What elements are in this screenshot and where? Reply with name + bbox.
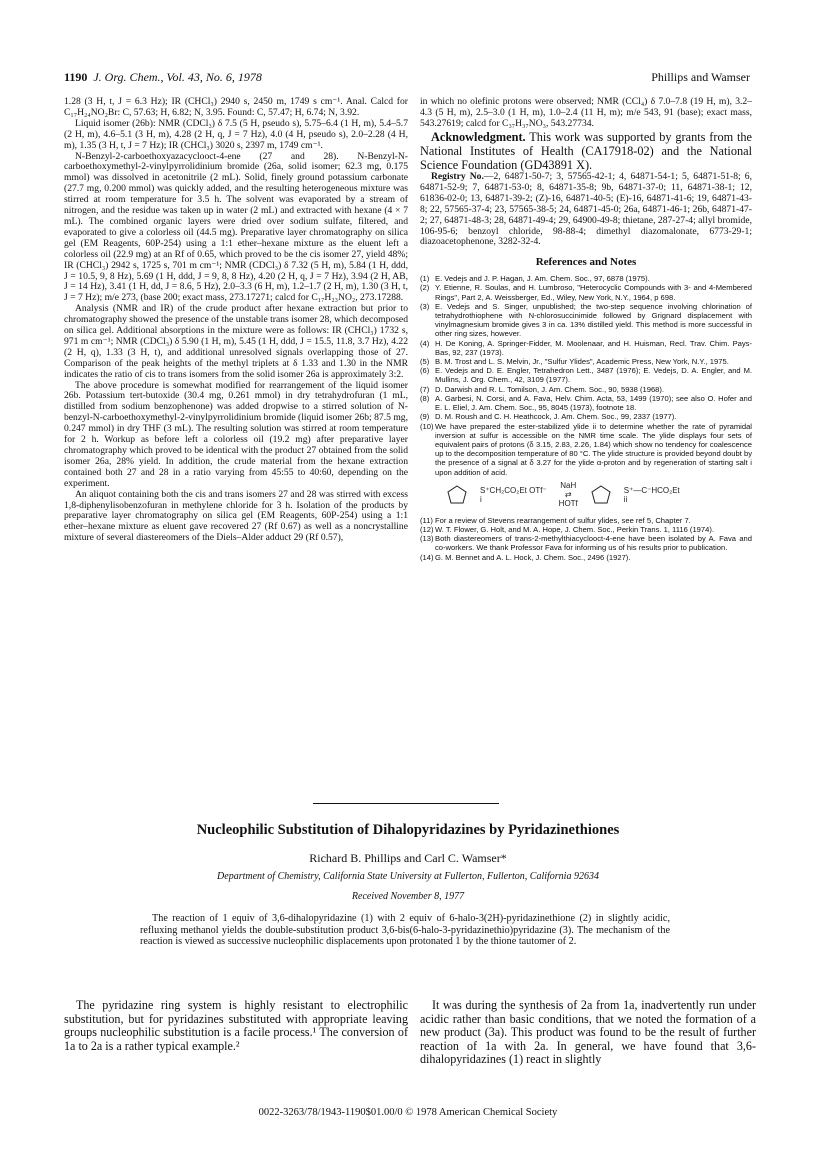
paragraph-aliquot: An aliquot containing both the cis and trans isomers 27 and 28 was stirred with excess 1,8-diphenylisobenzofuran in methylene chloride for 3 h. Isolation of the products by preparative layer chromatography on silica gel (EM Reagents, 60P-254) using a 1:1 ether–hexane mixture as eluent gave recovered 27 (Rf 0.67) as well as a noncrystalline mixture of several diastereomers of the Diels–Alder adduct 29 (Rf 0.57), [64,488,408,544]
intro-paragraph-left: The pyridazine ring system is highly resistant to electrophilic substitution, but for pyridazines substituted with appropriate leaving groups nucleophilic substitution is a facile process.¹ The conversion of 1a to 2a is a rather typical example.² [64,998,408,1053]
thiolane-ring-icon [446,484,468,506]
reference-item: (13) Both diastereomers of trans-2-methylthiacyclooct-4-ene have been isolated by A. Fava and co-workers. We thank Professor Fava for informing us of his results prior to publication. [420,534,752,553]
received-date: Received November 8, 1977 [351,891,465,902]
scheme-salt-i: S⁺CH₂CO₂Et OTf⁻ i [480,485,547,504]
reference-item: (3) E. Vedejs and S. Singer, unpublished; the two-step sequence involving chlorination of tetrahydrothiophene with N-chlorosuccinimide followed by Grignard displacement with vinylmagnesium bromide gives 3 in ca. 13% distilled yield. This method is more successful in other ring sizes, however. [420,301,752,339]
paragraph-liquid-isomer: Liquid isomer (26b): NMR (CDCl₃) δ 7.5 (5 H, pseudo s), 5.75–6.4 (1 H, m), 5.4–5.7 (2 H, m), 4.6–5.1 (3 H, m), 4.28 (2 H, q, J = 7 Hz), 4.0 (4 H, pseudo s), 2.0–2.28 (4 H, m), 1.35 (3 H, t, J = 7 Hz); IR (CHCl₃) 3020 s, 2397 m, 1749 cm⁻¹. [64,117,408,151]
reference-item: (1) E. Vedejs and J. P. Hagan, J. Am. Chem. Soc., 97, 6878 (1975). [420,274,650,284]
copyright-footer: 0022-3263/78/1943-1190$01.00/0 © 1978 American Chemical Society [258,1107,558,1118]
acknowledgment-text: This work was supported by grants from the National Institutes of Health (CA17918-02) and the National Science Foundation (GD43891 X). [420,129,752,172]
acknowledgment [420,130,752,172]
intro-paragraph-right: It was during the synthesis of 2a from 1a, inadvertently run under acidic rather than basic conditions, that we noted the formation of a new product (3a). This product was found to be the result of further reaction of 1a with 2a. In general, we have found that 3,6-dihalopyridazines (1) react in slightly [420,998,756,1067]
scheme-label-ii: ii [623,494,628,504]
references-list [420,274,752,561]
scheme-reagent-bottom: HOTf [558,499,578,509]
reference-item: (14) G. M. Bennet and A. L. Hock, J. Chem. Soc., 2496 (1927). [420,552,631,562]
thiolane-ring-icon [590,484,612,506]
references-title: References and Notes [535,256,637,269]
reference-item: (2) Y. Etienne, R. Soulas, and H. Lumbroso, "Heterocyclic Compounds with 3- and 4-Membered Rings", Part 2, A. Weissberger, Ed., Wiley, New York, N.Y., 1964, p 698. [420,283,752,302]
paragraph-procedure-27-28: N-Benzyl-2-carboethoxyazacyclooct-4-ene (27 and 28). N-Benzyl-N-carboethoxymethyl-2-vinylpyrrolidinium bromide (26a, solid isomer; 62.3 mg, 0.175 mmol) was dissolved in acetonitrile (2 mL). Solid, finely ground potassium carbonate (27.7 mg, 0.200 mmol) was quickly added, and the resulting heterogeneous mixture was stirred at room temperature for 3.5 h. The solvent was evaporated by a stream of nitrogen, and the residue was taken up in water (2 mL) and extracted with hexane (4 × 7 mL). The combined organic layers were dried over sodium sulfate, filtered, and evaporated to give a colorless oil (44.5 mg). Preparative layer chromatography on silica gel (EM Reagents, 60P-254) using a 1:1 ether–hexane mixture as the eluent left a colorless oil (22.9 mg) at an Rf of 0.65, which proved to be the cis isomer 27, yield 48%; IR (CHCl₃) 2942 s, 1725 s, 701 m cm⁻¹; NMR (CDCl₃) δ 7.32 (5 H, m), 5.84 (1 H, ddd, J = 10.5, 9, 8 Hz), 5.69 (1 H, ddd, J = 9, 8, 8 Hz), 4.20 (2 H, q, J = 7 Hz), 3.94 (2 H, AB, J = 14 Hz), 3.41 (1 H, dd, J = 8.6, 5 Hz), 2.0–3.3 (6 H, m), 1.2–1.7 (2 H, m), 1.30 (3 H, t, J = 7 Hz); m/e 273, (base 200; exact mass, 273.17271; calcd for C₁₇H₂₃NO₂, 273.17288. [64,150,408,304]
registry-numbers [420,172,752,248]
reference-item: (5) B. M. Trost and L. S. Melvin, Jr., "Sulfur Ylides", Academic Press, New York, N.Y., 1975. [420,357,729,367]
acknowledgment-label: Acknowledgment. [431,129,526,144]
scheme-label-i: i [480,494,482,504]
article-affiliation: Department of Chemistry, California State University at Fullerton, Fullerton, California 92634 [217,871,599,882]
right-column [420,97,752,562]
ylide-scheme [446,480,752,510]
page-number: 1190 [64,70,88,84]
reference-item: (7) D. Darwish and R. L. Tomilson, J. Am. Chem. Soc., 90, 5938 (1968). [420,384,665,394]
article-authors: Richard B. Phillips and Carl C. Wamser* [309,851,507,865]
paragraph-crude-analysis: Analysis (NMR and IR) of the crude product after hexane extraction but prior to chromatography showed the presence of the unstable trans isomer 28, which decomposed on silica gel. Additional absorptions in the mixture were as follows: IR (CHCl₃) 1732 s, 971 m cm⁻¹; NMR (CDCl₃) δ 5.90 (1 H, m), 5.45 (1 H, ddd, J = 15.5, 11.8, 3.7 Hz), 4.22 (2 H, q), 1.33 (3 H, t), and additional unresolved signals overlapping those of 27. Comparison of the peak heights of the methyl triplets at δ 1.33 and 1.30 in the NMR indicates the ratio of cis to trans isomers from the solid isomer 26a is approximately 3:2. [64,303,408,380]
reference-item: (12) W. T. Flower, G. Holt, and M. A. Hope, J. Chem. Soc., Perkin Trans. 1, 1116 (1974). [420,524,714,534]
reference-item: (11) For a review of Stevens rearrangement of sulfur ylides, see ref 5, Chapter 7. [420,515,691,525]
registry-text: —2, 64871-50-7; 3, 57565-42-1; 4, 64871-54-1; 5, 64871-51-8; 6, 64871-52-9; 7, 64871-53-0; 8, 64871-35-8; 9b, 64871-37-0; 11, 64871-38-1; 12, 61836-02-0; 13, 64871-39-2; (Z)-16, 64871-40-5; (E)-16, 64871-41-6; 19, 64871-43-8; 22, 57565-37-4; 23, 57565-38-5; 24, 64871-45-0; 26a, 64871-46-1; 26b, 64871-47-2; 27, 64871-48-3; 28, 64871-49-4; 29, 64900-49-8; thietane, 287-27-4; allyl bromide, 106-95-6; benzoyl chloride, 98-88-4; dimethyl diazomalonate, 6773-29-1; diazoacetophenone, 3282-32-4. [420,171,753,248]
running-header-left [64,70,262,85]
registry-label: Registry No. [431,171,484,182]
scheme-ylide-ii: S⁺—C⁻HCO₂Et ii [623,485,680,504]
left-column [64,97,408,544]
section-divider [313,803,499,804]
paragraph-continuation: in which no olefinic protons were observed; NMR (CCl₄) δ 7.0–7.8 (19 H, m), 3.2–4.3 (5 H, m), 2.5–3.0 (1 H, m), 1.0–2.4 (11 H, m); m/e 543, 91 (base); exact mass, 543.27619; calcd for C₃₇H₃₇NO₃, 543.27734. [420,96,752,129]
equilibrium-arrows-icon: ⇄ [564,490,572,500]
article-abstract: The reaction of 1 equiv of 3,6-dihalopyridazine (1) with 2 equiv of 6-halo-3(2H)-pyridazinethione (2) in slightly acidic, refluxing methanol yields the double-substitution product 3,6-bis(6-halo-3-pyridazinethio)pyridazine (3). The mechanism of the reaction is viewed as successive nucleophilic displacements upon protonated 1 by the thione tautomer of 2. [140,913,670,948]
scheme-equilibrium [559,481,578,509]
running-head-authors: Phillips and Wamser [651,70,750,84]
reference-item: (8) A. Garbesi, N. Corsi, and A. Fava, Helv. Chim. Acta, 53, 1499 (1970); see also O. Hofer and E. L. Eliel, J. Am. Chem. Soc., 95, 8045 (1973), footnote 18. [420,393,752,413]
scheme-reagent-top: NaH [560,480,577,490]
article-title: Nucleophilic Substitution of Dihalopyridazines by Pyridazinethiones [196,822,620,838]
paragraph-liquid-isomer-procedure: The above procedure is somewhat modified for rearrangement of the liquid isomer 26b. Potassium tert-butoxide (30.4 mg, 0.261 mmol) in dry tetrahydrofuran (1 mL, distilled from sodium benzophenone) was added dropwise to a stirred solution of N-benzyl-N-carboethoxymethyl-2-vinylpyrrolidinium bromide (liquid isomer 26b; 87.5 mg, 0.247 mmol) in dry THF (3 mL). The resulting solution was stirred at room temperature for 2 h. Workup as before left a colorless oil (19.2 mg) after preparative layer chromatography which proved to be identical with the product 27 obtained from the solid isomer 26a, 28% yield. In addition, the crude material from the hexane extraction contained both 27 and 28 in a ratio varying from 45:55 to 40:60, depending on the experiment. [64,379,408,489]
reference-item: (6) E. Vedejs and D. E. Engler, Tetrahedron Lett., 3487 (1976); E. Vedejs, D. A. Engler, and M. Mullins, J. Org. Chem., 42, 3109 (1977). [420,366,752,385]
reference-item: (9) D. M. Roush and C. H. Heathcock, J. Am. Chem. Soc., 99, 2337 (1977). [420,412,677,422]
reference-item: (10) We have prepared the ester-stabilized ylide ii to determine whether the rate of pyramidal inversion at sulfur is accessible on the NMR time scale. The ylide displays four sets of equivalent pairs of protons (δ 3.15, 2.83, 2.26, 1.84) which show no tendency for coalescence up to the decomposition temperature of 80 °C. The ylide structure is provided beyond doubt by the presence of a signal at δ 3.27 for the ylide α-proton and by regeneration of starting salt i upon addition of acid. [420,421,752,477]
paragraph-analysis: 1.28 (3 H, t, J = 6.3 Hz); IR (CHCl₃) 2940 s, 2450 m, 1749 s cm⁻¹. Anal. Calcd for C₁₇H₂₄NO₂Br: C, 57.63; H, 6.82; N, 3.95. Found: C, 57.47; H, 6.74; N, 3.92. [64,96,408,118]
reference-item: (4) H. De Koning, A. Springer-Fidder, M. Moolenaar, and H. Huisman, Recl. Trav. Chim. Pays-Bas, 92, 237 (1973). [420,338,752,357]
journal-citation: J. Org. Chem., Vol. 43, No. 6, 1978 [93,70,262,84]
